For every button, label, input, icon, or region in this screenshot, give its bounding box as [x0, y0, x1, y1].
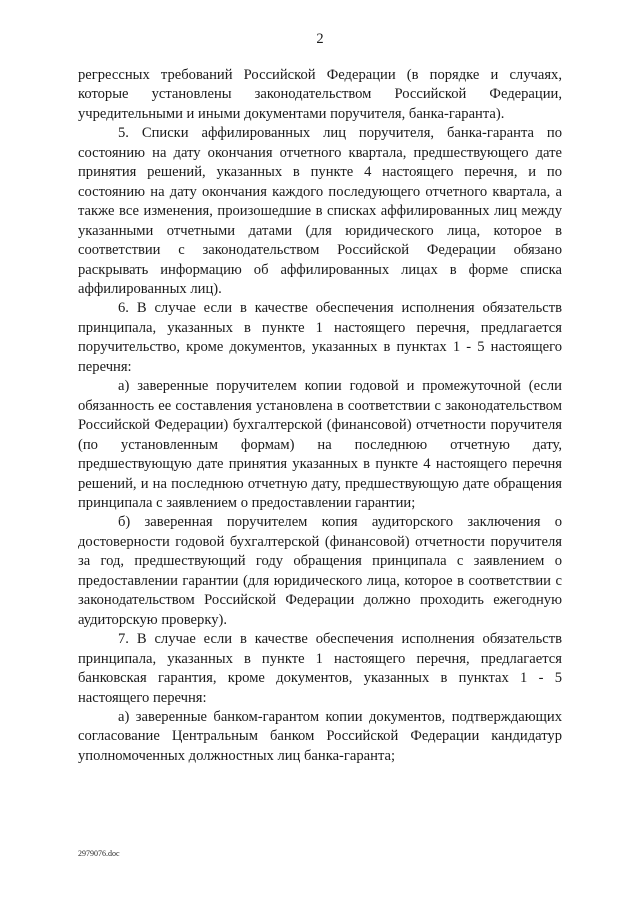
paragraph-item-7: 7. В случае если в качестве обеспечения исполнения обязательств принципала, указанных в пункте 1 настоящего перечня, предлагается банковская гарантия, кроме документов, указанных в пунктах 1 - 5 настоящего перечня:: [78, 631, 562, 706]
document-body: [78, 66, 562, 766]
paragraph-item-7a: а) заверенные банком-гарантом копии документов, подтверждающих согласование Центральным банком Российской Федерации кандидатур уполномоченных должностных лиц банка-гаранта;: [78, 708, 562, 764]
paragraph-item-5: 5. Списки аффилированных лиц поручителя, банка-гаранта по состоянию на дату окончания отчетного квартала, предшествующего дате принятия решений, указанных в пункте 4 настоящего перечня, и по состоянию на дату окончания каждого последующего отчетного квартала, а также все изменения, произошедшие в списках аффилированных лиц между указанными отчетными датами (для юридического лица, которое в соответствии с законодательством Российской Федерации обязано раскрывать информацию об аффилированных лицах в форме списка аффилированных лиц).: [78, 125, 562, 297]
paragraph-item-6a: а) заверенные поручителем копии годовой и промежуточной (если обязанность ее составления установлена в соответствии с законодательством Российской Федерации) бухгалтерской (финансовой) отчетности поручителя (по установленным формам) на последнюю отчетную дату, предшествующую дате принятия указанных в пункте 4 настоящего перечня решений, и на последнюю отчетную дату, предшествующую дате обращения принципала с заявлением о предоставлении гарантии;: [78, 378, 562, 511]
paragraph-item-6: 6. В случае если в качестве обеспечения исполнения обязательств принципала, указанных в пункте 1 настоящего перечня, предлагается поручительство, кроме документов, указанных в пунктах 1 - 5 настоящего перечня:: [78, 300, 562, 375]
page-number: 2: [316, 31, 324, 47]
footer-file-name: 2979076.doc: [78, 849, 120, 858]
paragraph-item-6b: б) заверенная поручителем копия аудиторского заключения о достоверности годовой бухгалтерской (финансовой) отчетности поручителя за год, предшествующий году обращения принципала с заявлением о предоставлении гарантии (для юридического лица, которое в соответствии с законодательством Российской Федерации должно проходить ежегодную аудиторскую проверку).: [78, 514, 562, 628]
paragraph-continuation: регрессных требований Российской Федерации (в порядке и случаях, которые установлены законодательством Российской Федерации, учредительными и иными документами поручителя, банка-гаранта).: [78, 67, 562, 122]
